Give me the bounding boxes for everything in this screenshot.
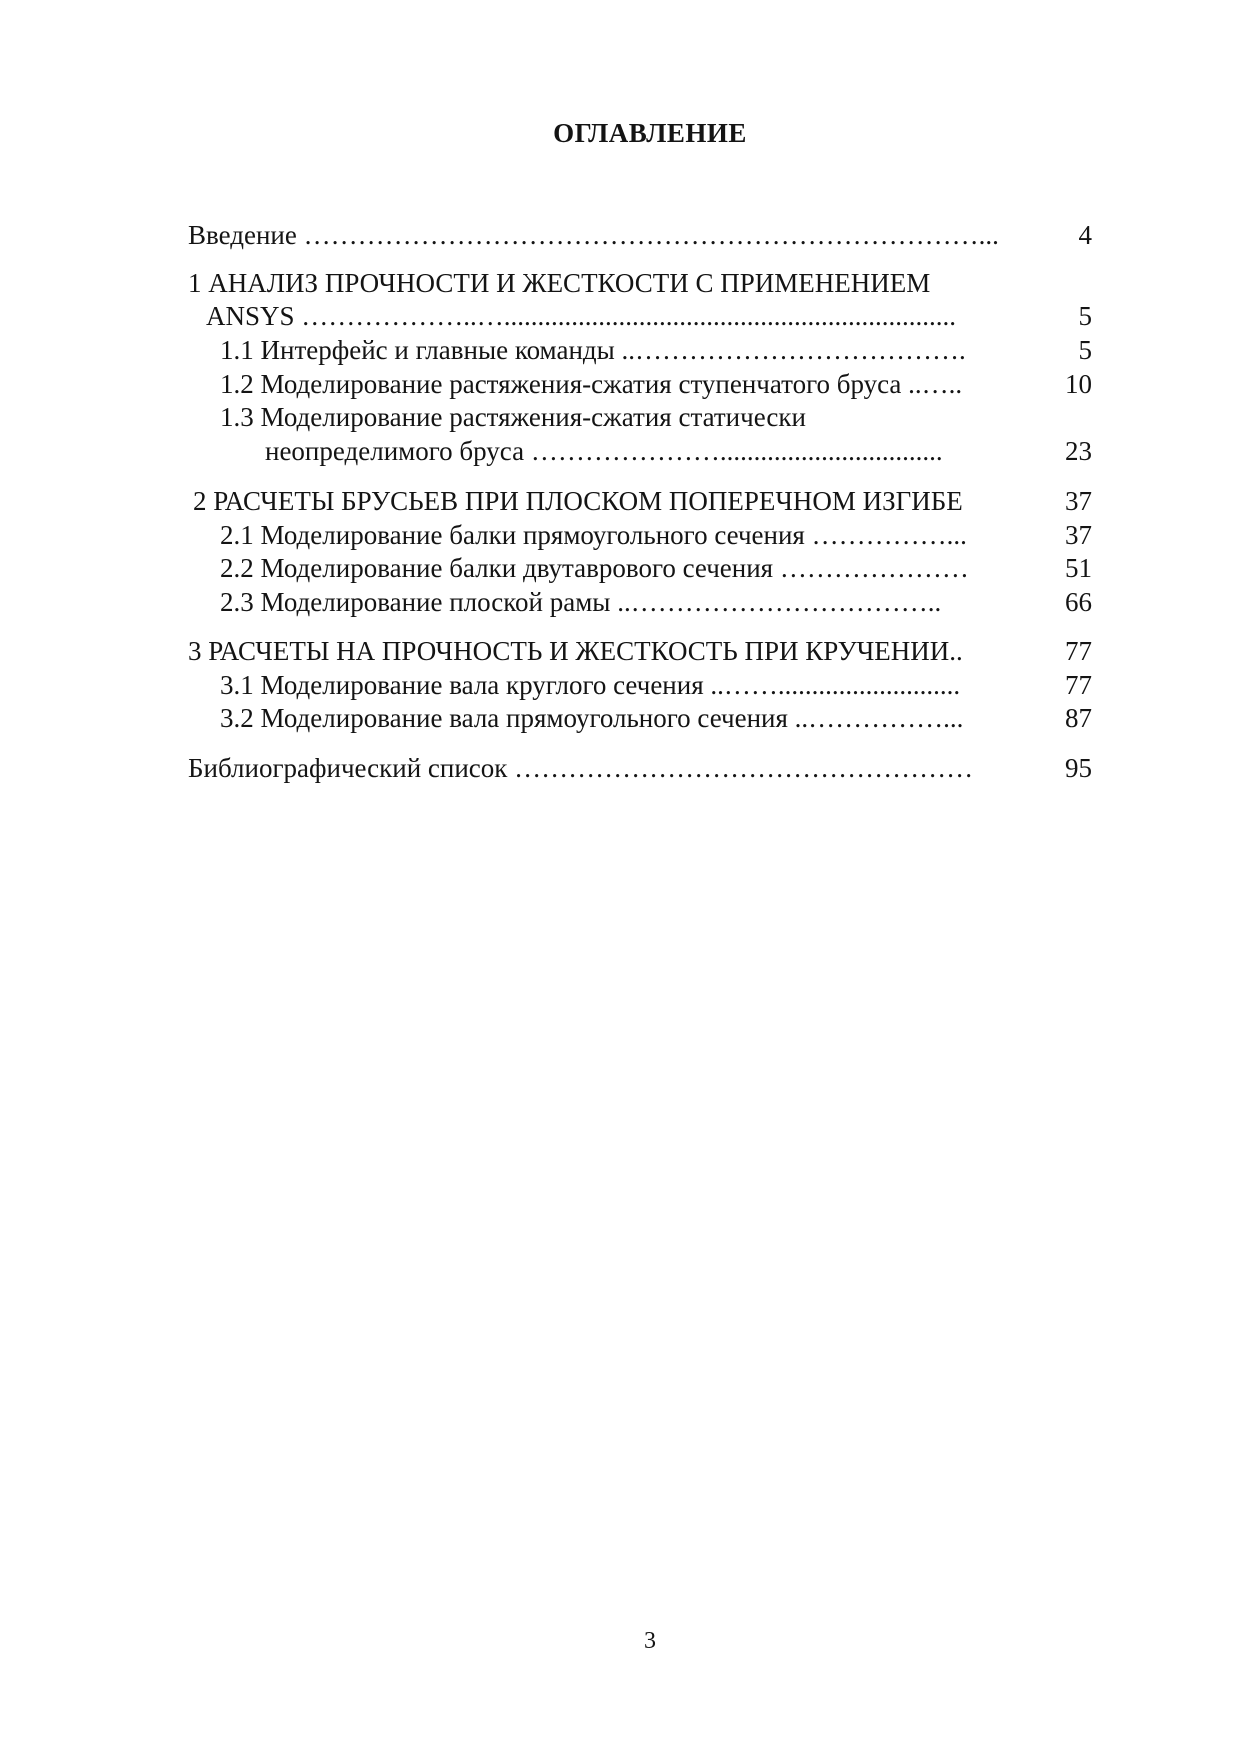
toc-entry-1-1: 1.1 Интерфейс и главные команды ..………………………………. bbox=[220, 335, 966, 365]
toc-page-2-2: 51 bbox=[1065, 553, 1092, 583]
toc-entry-section-3: 3 РАСЧЕТЫ НА ПРОЧНОСТЬ И ЖЕСТКОСТЬ ПРИ КРУЧЕНИИ.. bbox=[188, 636, 963, 666]
page-number: 3 bbox=[644, 1628, 656, 1654]
toc-entry-2-3: 2.3 Моделирование плоской рамы ..…………………………….. bbox=[220, 587, 942, 617]
page-title: ОГЛАВЛЕНИЕ bbox=[553, 118, 747, 148]
toc-entry-3-2: 3.2 Моделирование вала прямоугольного сечения ..……………... bbox=[220, 703, 964, 733]
toc-entry-section-2: 2 РАСЧЕТЫ БРУСЬЕВ ПРИ ПЛОСКОМ ПОПЕРЕЧНОМ ИЗГИБЕ bbox=[193, 486, 963, 516]
toc-page-section-1: 5 bbox=[1078, 301, 1092, 331]
toc-entry-2-1: 2.1 Моделирование балки прямоугольного сечения ……………... bbox=[220, 520, 967, 550]
toc-page-section-2: 37 bbox=[1065, 486, 1092, 516]
toc-page-intro: 4 bbox=[1078, 220, 1092, 250]
toc-entry-1-3-line1: 1.3 Моделирование растяжения-сжатия статически bbox=[220, 402, 806, 432]
toc-page-2-1: 37 bbox=[1065, 520, 1092, 550]
toc-entry-intro: Введение …………………………………………………………………... bbox=[188, 220, 999, 250]
toc-entry-section-1-line1: 1 АНАЛИЗ ПРОЧНОСТИ И ЖЕСТКОСТИ С ПРИМЕНЕНИЕМ bbox=[188, 268, 931, 298]
toc-page-bibliography: 95 bbox=[1065, 753, 1092, 783]
toc-page-1-1: 5 bbox=[1078, 335, 1092, 365]
toc-entry-1-3-line2: неопределимого бруса …………………................................. bbox=[265, 436, 943, 466]
toc-entry-1-2: 1.2 Моделирование растяжения-сжатия ступенчатого бруса ..….. bbox=[220, 369, 963, 399]
toc-entry-3-1: 3.1 Моделирование вала круглого сечения ..……........................... bbox=[220, 670, 961, 700]
toc-page-section-3: 77 bbox=[1065, 636, 1092, 666]
toc-page-2-3: 66 bbox=[1065, 587, 1092, 617]
toc-page-3-2: 87 bbox=[1065, 703, 1092, 733]
toc-entry-section-1-line2: ANSYS ………………..…................................................................... bbox=[206, 301, 957, 331]
toc-page-1-2: 10 bbox=[1065, 369, 1092, 399]
toc-page-3-1: 77 bbox=[1065, 670, 1092, 700]
toc-entry-bibliography: Библиографический список …………………………………………… bbox=[188, 753, 974, 783]
toc-page-1-3: 23 bbox=[1065, 436, 1092, 466]
toc-entry-2-2: 2.2 Моделирование балки двутаврового сечения ………………… bbox=[220, 553, 969, 583]
